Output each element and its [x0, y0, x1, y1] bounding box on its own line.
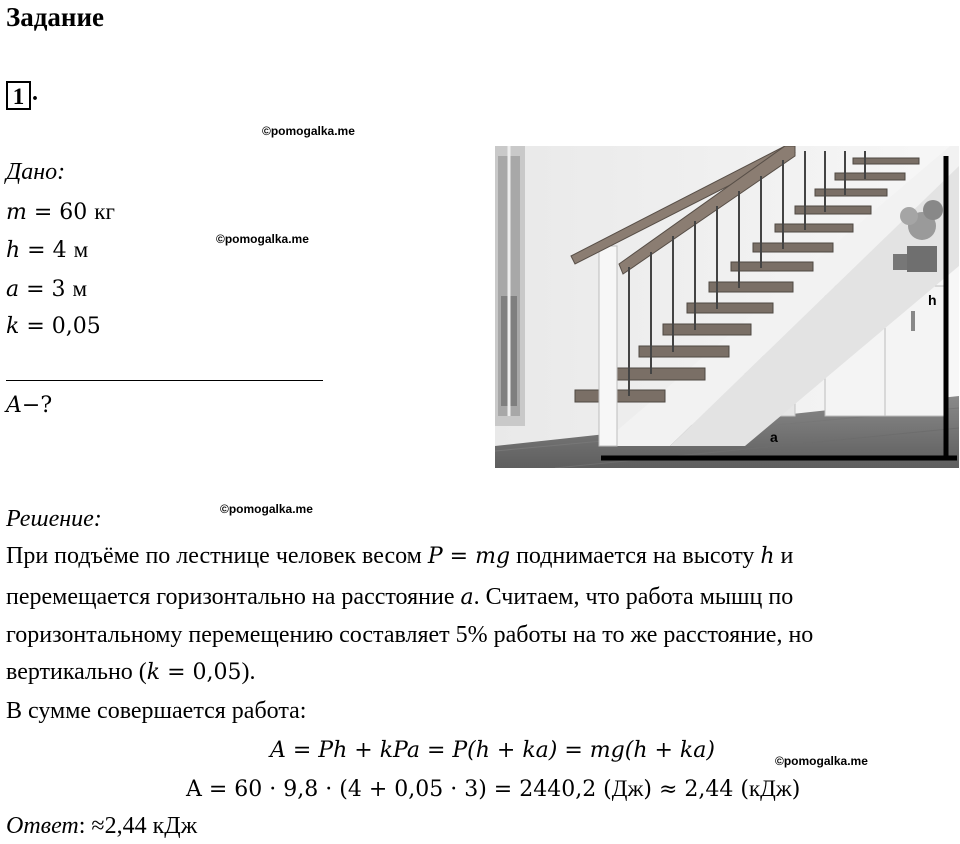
answer-line: Ответ: ≈2,44 кДж	[6, 813, 198, 839]
given-length: a = 3 м	[6, 276, 88, 302]
solution-line-4: вертикально (k = 0,05).	[6, 659, 256, 685]
length-label: a	[770, 429, 778, 445]
find-quantity: A−?	[6, 393, 53, 418]
watermark: ©pomogalka.me	[775, 754, 868, 768]
given-divider	[6, 380, 323, 381]
watermark: ©pomogalka.me	[262, 124, 355, 138]
given-height: h = 4 м	[6, 237, 89, 263]
formula-general: A = Ph + kPa = P(h + ka) = mg(h + ka)	[270, 738, 715, 763]
watermark: ©pomogalka.me	[216, 232, 309, 246]
staircase-photo	[495, 146, 959, 468]
given-coefficient: k = 0,05	[6, 314, 101, 339]
page-title: Задание	[6, 2, 105, 32]
watermark: ©pomogalka.me	[220, 502, 313, 516]
solution-line-5: В сумме совершается работа:	[6, 698, 307, 724]
task-number-dot: .	[32, 80, 38, 106]
task-number: 1	[6, 81, 31, 110]
height-label: h	[928, 292, 937, 308]
given-mass: m = 60 кг	[6, 199, 115, 225]
solution-line-2: перемещается горизонтально на расстояние a. Считаем, что работа мышц по	[6, 584, 794, 610]
solution-label: Решение:	[6, 506, 102, 532]
solution-line-3: горизонтальному перемещению составляет 5% работы на то же расстояние, но	[6, 622, 814, 648]
formula-numeric: A = 60 · 9,8 · (4 + 0,05 · 3) = 2440,2 (Дж) ≈ 2,44 (кДж)	[186, 776, 801, 802]
given-label: Дано:	[6, 159, 66, 185]
solution-line-1: При подъёме по лестнице человек весом P = mg поднимается на высоту h и	[6, 543, 794, 569]
